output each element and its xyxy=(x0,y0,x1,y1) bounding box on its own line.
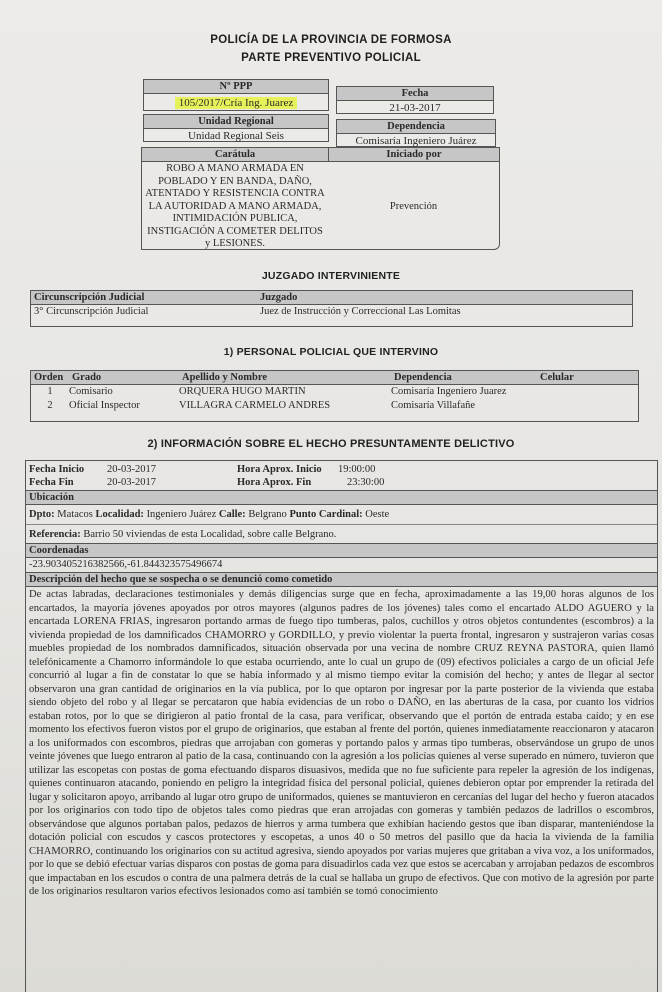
header-report-title: PARTE PREVENTIVO POLICIAL xyxy=(241,52,421,64)
nppp-label: Nº PPP xyxy=(144,80,328,94)
juzgado-box xyxy=(30,290,633,327)
hora-inicio-value: 19:00:00 xyxy=(338,464,376,475)
iniciado-value: Prevención xyxy=(389,201,438,212)
ubicacion-line xyxy=(26,505,657,524)
personal-row-dependencia: Comisaría Ingeniero Juarez xyxy=(391,386,507,397)
fecha-box xyxy=(336,86,494,114)
personal-table xyxy=(30,370,639,422)
dpto-label: Dpto: xyxy=(29,509,55,520)
personal-row-dependencia: Comisaría Villafañe xyxy=(391,400,476,411)
ubicacion-label: Ubicación xyxy=(26,490,657,505)
personal-col-nombre: Apellido y Nombre xyxy=(182,372,267,383)
caratula-value: ROBO A MANO ARMADA EN POBLADO Y EN BANDA, DAÑO, ATENTADO Y RESISTENCIA CONTRA LA AUTORIDAD A MANO ARMADA, INTIMIDACIÓN PUBLICA, INSTIGACIÓN A COMETER DELITOS y LESIONES. xyxy=(145,163,325,249)
localidad-value: Ingeniero Juárez xyxy=(146,509,217,520)
dpto-value: Matacos xyxy=(57,509,93,520)
unidad-box xyxy=(143,114,329,142)
fecha-inicio-label: Fecha Inicio xyxy=(29,464,85,475)
coordenadas-label: Coordenadas xyxy=(26,543,657,558)
referencia-line xyxy=(26,524,657,543)
calle-value: Belgrano xyxy=(248,509,287,520)
hora-inicio-label: Hora Aprox. Inicio xyxy=(237,464,322,475)
referencia-value: Barrio 50 viviendas de esta Localidad, sobre calle Belgrano. xyxy=(83,529,337,540)
localidad-label: Localidad: xyxy=(95,509,144,520)
personal-row-celular xyxy=(537,385,638,399)
caratula-label: Carátula xyxy=(142,148,329,162)
personal-row xyxy=(31,385,638,399)
fecha-fin-value: 20-03-2017 xyxy=(107,477,156,488)
calle-label: Calle: xyxy=(218,509,246,520)
unidad-label: Unidad Regional xyxy=(144,115,328,129)
juzgado-value: Juez de Instrucción y Correccional Las Lomitas xyxy=(260,306,461,317)
personal-row-grado: Oficial Inspector xyxy=(69,400,140,411)
iniciado-label: Iniciado por xyxy=(329,148,499,162)
coordenadas-value: -23.903405216382566,-61.844323575496674 xyxy=(29,559,223,570)
personal-col-celular: Celular xyxy=(540,372,574,383)
dependencia-value: Comisaría Ingeniero Juárez xyxy=(355,135,477,147)
fecha-label: Fecha xyxy=(337,87,493,101)
personal-title: 1) PERSONAL POLICIAL QUE INTERVINO xyxy=(223,346,439,358)
personal-row xyxy=(31,399,638,413)
juzgado-circ-value: 3° Circunscripción Judicial xyxy=(34,306,149,317)
punto-label: Punto Cardinal: xyxy=(289,509,363,520)
descripcion-label: Descripción del hecho que se sospecha o se denunció como cometido xyxy=(26,572,657,587)
fecha-value: 21-03-2017 xyxy=(389,102,441,114)
juzgado-col-circ: Circunscripción Judicial xyxy=(34,292,145,303)
hecho-title: 2) INFORMACIÓN SOBRE EL HECHO PRESUNTAMENTE DELICTIVO xyxy=(147,438,515,450)
dependencia-box xyxy=(336,119,496,147)
personal-row-orden: 2 xyxy=(47,400,53,411)
personal-row-nombre: ORQUERA HUGO MARTIN xyxy=(179,386,306,397)
personal-row-celular xyxy=(537,399,638,413)
nppp-box xyxy=(143,79,329,111)
fecha-inicio-value: 20-03-2017 xyxy=(107,464,156,475)
fecha-fin-label: Fecha Fin xyxy=(29,477,74,488)
juzgado-title: JUZGADO INTERVINIENTE xyxy=(261,270,401,282)
personal-row-orden: 1 xyxy=(47,386,53,397)
personal-col-grado: Grado xyxy=(72,372,102,383)
juzgado-col-juzgado: Juzgado xyxy=(260,292,298,303)
referencia-label: Referencia: xyxy=(29,529,81,540)
header-institution: POLICÍA DE LA PROVINCIA DE FORMOSA xyxy=(210,34,452,46)
hora-fin-label: Hora Aprox. Fin xyxy=(237,477,312,488)
personal-row-grado: Comisario xyxy=(69,386,113,397)
personal-col-dependencia: Dependencia xyxy=(394,372,452,383)
hecho-box xyxy=(25,460,658,992)
personal-col-orden: Orden xyxy=(34,372,64,383)
hora-fin-value: 23:30:00 xyxy=(347,477,385,488)
nppp-value: 105/2017/Cría Ing. Juarez xyxy=(175,97,298,109)
personal-row-nombre: VILLAGRA CARMELO ANDRES xyxy=(179,400,331,411)
caratula-box xyxy=(141,147,500,250)
dependencia-label: Dependencia xyxy=(337,120,495,134)
punto-value: Oeste xyxy=(365,509,390,520)
unidad-value: Unidad Regional Seis xyxy=(188,130,284,142)
descripcion-text: De actas labradas, declaraciones testimoniales y demás diligencias surge que en fecha, aproximadamente a las 19,00 horas algunos de los encartados, la mayoría jóvenes apoyados por otros mayores (algunos padres de los jóvenes) tales como el encartado ALDO AGUERO y la encartada LORENA FRIAS, ingresaron portando armas de fuego tipo tumberas, palos, cuchillos y otros objetos contundentes (escombros) a la vivienda propiedad de los damnificados CHAMORRO y GORDILLO, y previo violentar la puerta frontal, ingresaron y sustrajeron varias cosas muebles propiedad de los nombrados damnificados, situación observada por una vecina de nombre CRUZ REYNA PASTORA, quien llamó telefónicamente a Chamorro informándole lo que estaba ocurriendo, ante lo cual un grupo de (09) efectivos policiales a cargo de un oficial Jefe concurrió al lugar a fin de constatar lo que se había informado y al mismo tiempo evitar la comisión del hecho; y antes de llegar al sector observaron una gran cantidad de originarios en la vía publica, por lo que optaron por ingresar por la parte posterior de la vivienda que estaba siendo objeto del robo y al llegar se percataron que había evidencias de un robo o DAÑO, en las aberturas de la casa, por cuanto los vidrios estaban rotos, por lo que se dirigieron al patio frontal de la casa, para verificar, observando que el portón de entrada estaba caído; y en ese momento los efectivos fueron vistos por el grupo de originarios, que estaban al frente del portón, quienes inmediatamente reaccionaron y atacaron a los uniformados con escombros, piedras que arrojaban con gomeras y portando palos y armas tipo tumberas, observándose un grupo de unos veinte jóvenes que luego entraron al patio de la casa, continuando con la agresión a los policías quienes al verse superado en número, tuvieron que utilizar las escopetas con postas de goma efectuando disparos disuasivos, medida que no fue suficiente para repeler la agresión de los indígenas, quienes continuaron atacando, poniendo en peligro la integridad física del personal policial, quienes debieron optar por emprender la retirada del lugar y solicitaron apoyo, arribando al lugar otro grupo de uniformados, quienes se mantuvieron en cercanías del lugar del hecho y fueron atacados por los originarios con todo tipo de objetos tales como piedras que eran arrojadas con gomeras y también pedazos de ladrillos o escombros, observándose que algunos portaban palos, pedazos de hierros y arma tumbera que exhibían haciendo gestos que iban disparar, manteniéndose la dotación policial con escudos y cascos protectores y escopetas, a unos 40 o 50 metros del pasillo que da hacia la vivienda de la familia CHAMORRO, continuando los originarios con su actitud agresiva, siendo apoyados por varias mujeres que gritaban a viva voz, a los uniformados, por lo que se debió efectuar varias disparos con postas de goma para disuadirlos cada vez que estos se acercaban y arrojaban pedazos de escombros que impactaban en los escudos o contra de una palmera detrás de la cual se hallaba un grupo de efectivos. Que con motivo de la agresión por parte de los originarios resultaron varios efectivos lesionados como así también se tomó conocimiento xyxy=(29,589,654,897)
